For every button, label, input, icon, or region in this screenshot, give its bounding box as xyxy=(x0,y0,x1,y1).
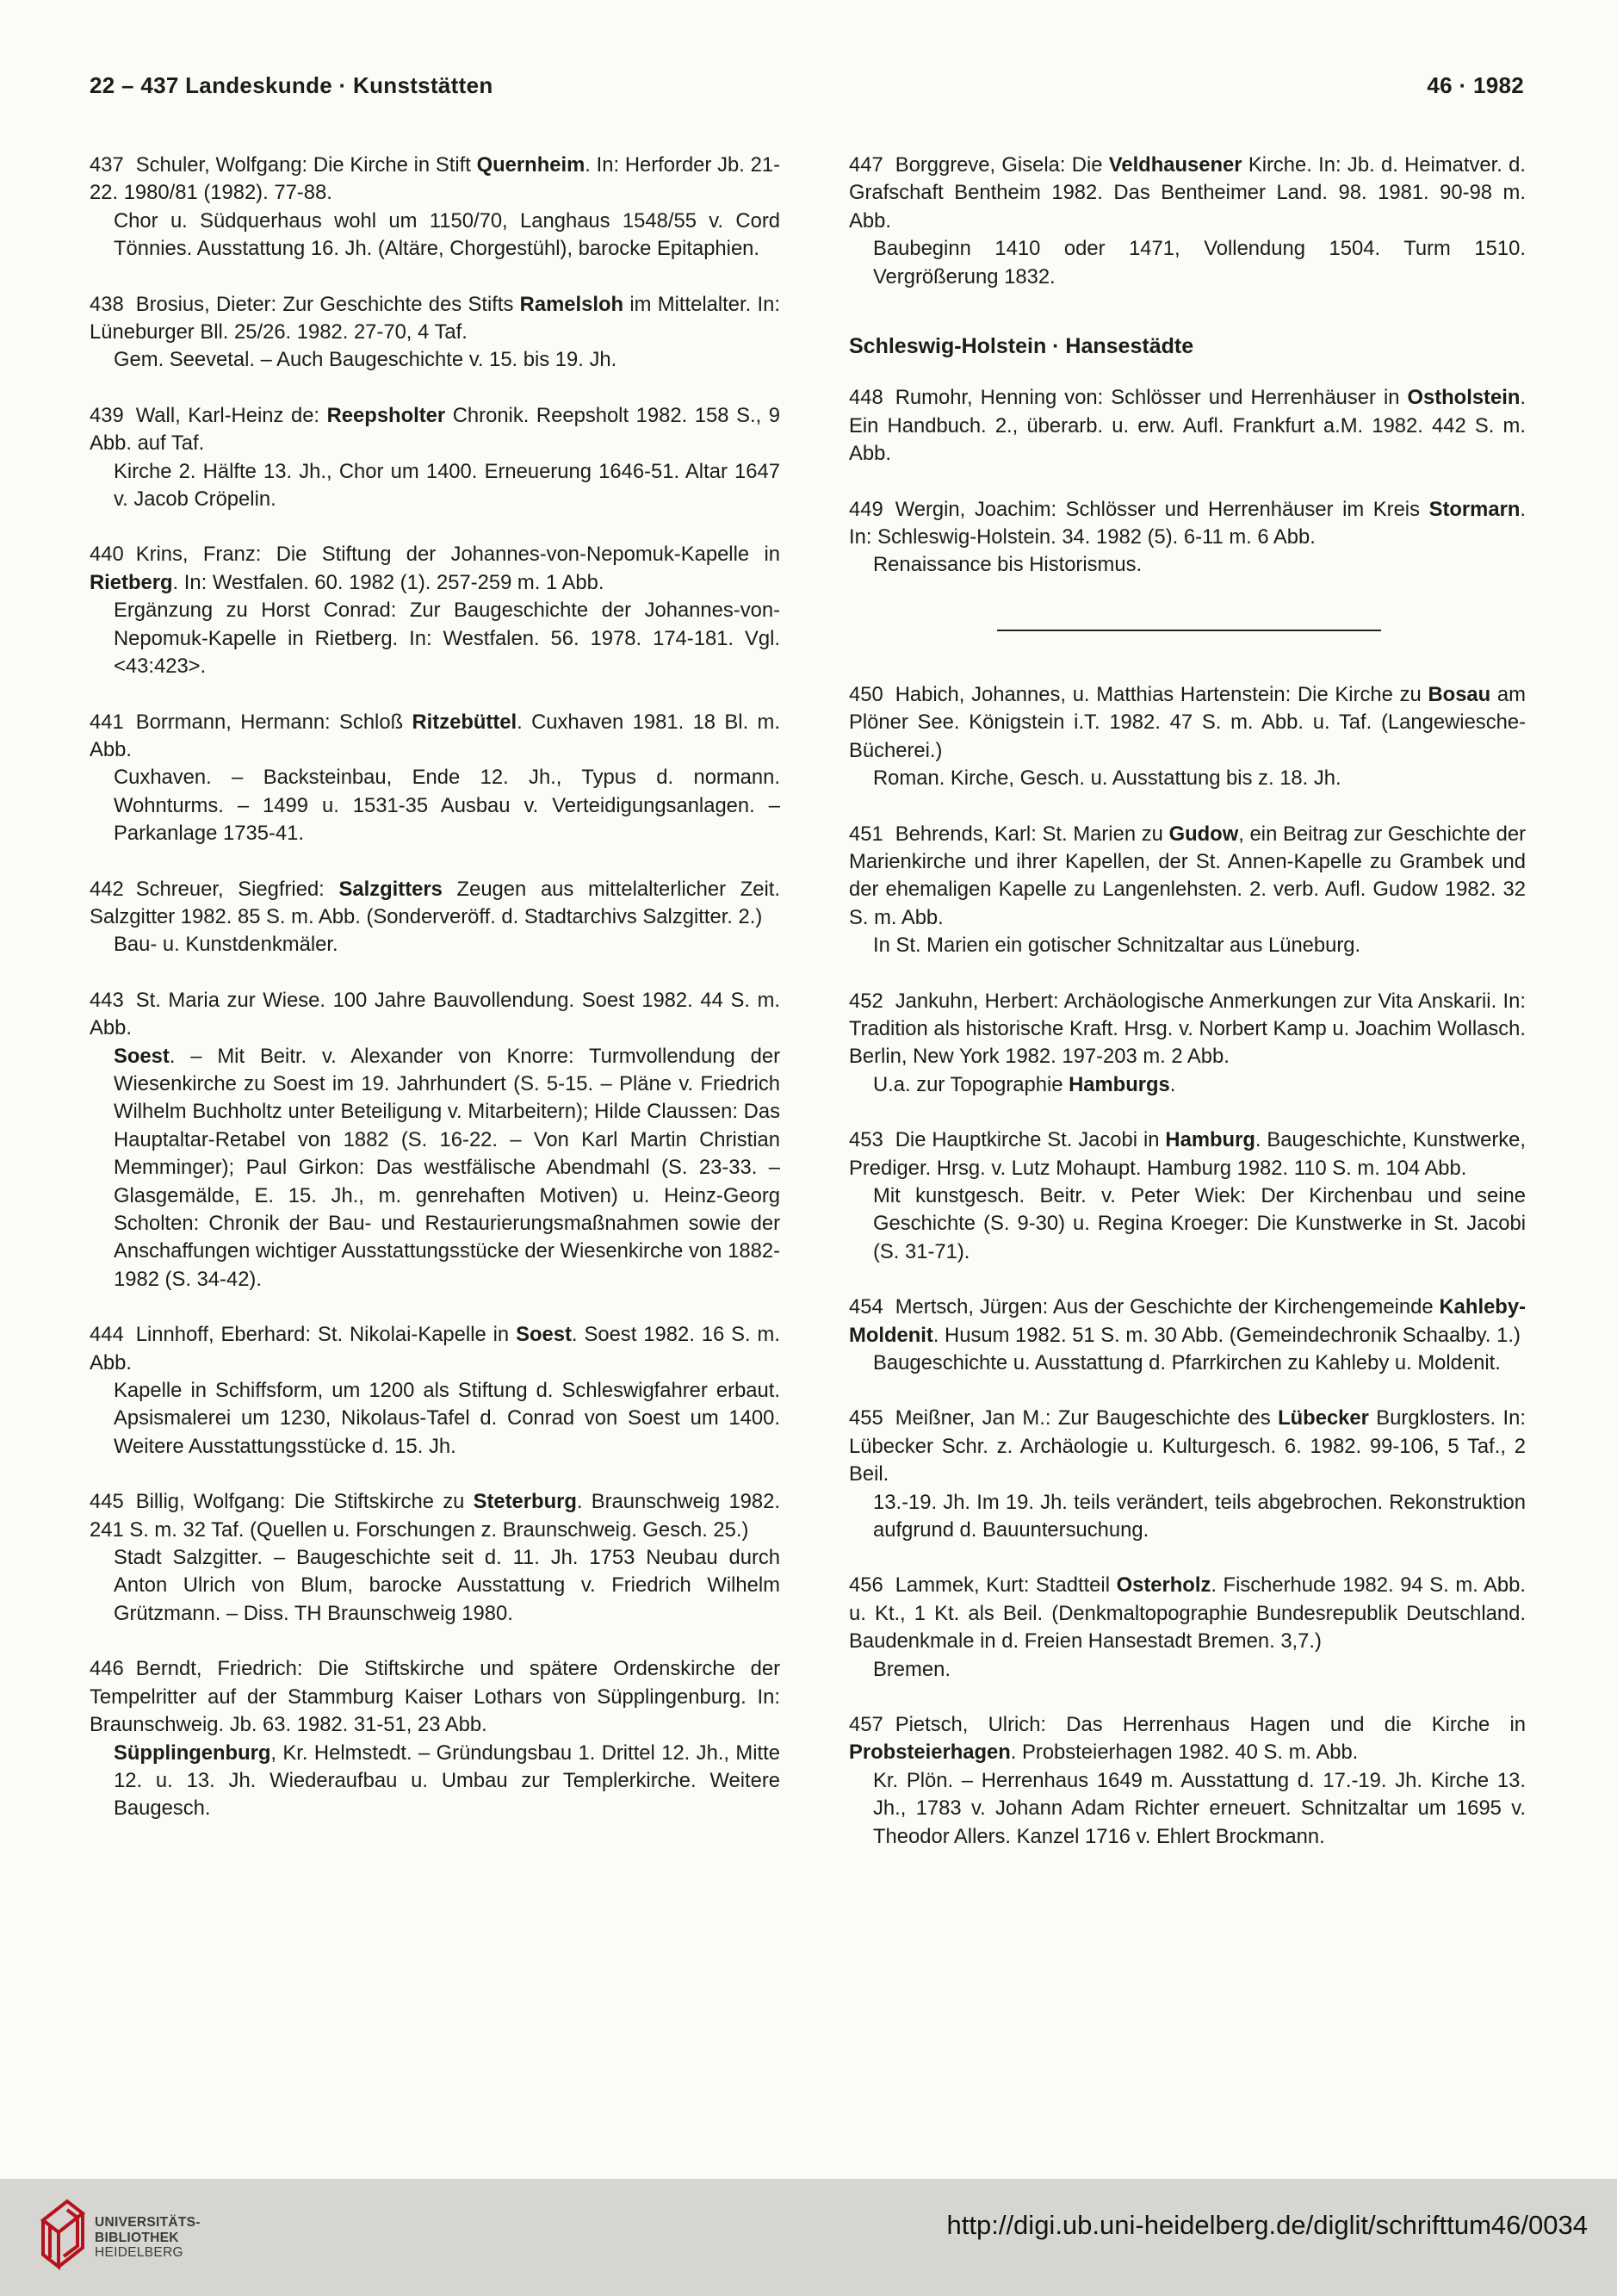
entry-number: 441 xyxy=(90,710,124,734)
citation-text-rest: Zeugen aus mittelalterlicher Zeit. Salzgitter 1982. 85 S. m. Abb. (Sonderveröff. d. Stadtarchivs Salzgitter. 2.) xyxy=(90,877,780,928)
annotation-text: . – Mit Beitr. v. Alexander von Knorre: Turmvollendung der Wiesenkirche zu Soest im 19. Jahrhundert (S. 5-15. – Pläne v. Friedrich Wilhelm Buchholtz unter Beteiligung v. Mitarbeitern); Hilde Claussen: Das Hauptaltar-Retabel von 1882 (S. 16-22. – Von Karl Martin Christian Memminger); Paul Girkon: Das westfälische Abendmahl (S. 23-33. – Glasgemälde, E. 15. Jh., m. genrehaften Motiven) u. Heinz-Georg Scholten: Chronik der Bau- und Restaurierungsmaßnahmen sowie der Anschaffungen wichtiger Ausstattungsstücke der Wiesenkirche von 1882-1982 (S. 34-42). xyxy=(114,1044,780,1291)
entry-number: 456 xyxy=(849,1573,883,1598)
citation-text: Mertsch, Jürgen: Aus der Geschichte der Kirchengemeinde xyxy=(895,1295,1440,1319)
entry-number: 447 xyxy=(849,153,883,177)
annotation-text: . xyxy=(1169,1072,1176,1096)
citation-text: Schreuer, Siegfried: xyxy=(135,877,339,901)
citation-text-rest: . Braunschweig 1982. 241 S. m. 32 Taf. (Quellen u. Forschungen z. Braunschweig. Gesch. 25.) xyxy=(90,1490,780,1542)
annotation-text: Kr. Plön. – Herrenhaus 1649 m. Ausstattung d. 17.-19. Jh. Kirche 13. Jh., 1783 v. Johann Adam Richter erneuert. Schnitzaltar um 1695 v. Theodor Allers. Kanzel 1716 v. Ehlert Brockmann. xyxy=(873,1768,1526,1848)
annotation-text: 13.-19. Jh. Im 19. Jh. teils verändert, teils abgebrochen. Rekonstruktion aufgrund d. Bauuntersuchung. xyxy=(873,1490,1526,1542)
entry-annotation xyxy=(849,1071,1526,1099)
citation-text-rest: im Mittelalter. In: Lüneburger Bll. 25/26. 1982. 27-70, 4 Taf. xyxy=(90,292,780,344)
library-logo-icon xyxy=(38,2194,88,2280)
citation-text-rest: . Husum 1982. 51 S. m. 30 Abb. (Gemeindechronik Schaalby. 1.) xyxy=(932,1323,1521,1347)
library-name: UNIVERSITÄTS- BIBLIOTHEK HEIDELBERG xyxy=(95,2215,201,2260)
entry-citation xyxy=(849,988,1526,1071)
bibliography-entry xyxy=(849,152,1526,291)
entry-annotation xyxy=(849,235,1526,291)
entry-annotation xyxy=(90,346,780,374)
citation-text: Schuler, Wolfgang: Die Kirche in Stift xyxy=(135,153,477,177)
right-column xyxy=(849,152,1526,1878)
entry-citation xyxy=(849,384,1526,468)
bibliography-entry xyxy=(849,496,1526,580)
place-keyword: Ostholstein xyxy=(1407,386,1521,410)
entry-citation xyxy=(849,1572,1526,1655)
annotation-text: Chor u. Südquerhaus wohl um 1150/70, Langhaus 1548/55 v. Cord Tönnies. Ausstattung 16. Jh. (Altäre, Chorgestühl), barocke Epitaphien. xyxy=(114,208,780,261)
entry-number: 442 xyxy=(90,877,124,901)
entry-citation xyxy=(849,681,1526,765)
annotation-text: Ergänzung zu Horst Conrad: Zur Baugeschichte der Johannes-von-Nepomuk-Kapelle in Rietberg. In: Westfalen. 56. 1978. 174-181. Vgl. <43:423>. xyxy=(114,599,780,679)
citation-text: Habich, Johannes, u. Matthias Hartenstein: Die Kirche zu xyxy=(895,682,1428,706)
place-keyword: Hamburg xyxy=(1165,1128,1255,1152)
bibliography-entry xyxy=(90,402,780,514)
bibliography-entry xyxy=(849,988,1526,1100)
entry-number: 443 xyxy=(90,988,124,1012)
entry-number: 437 xyxy=(90,153,124,177)
entry-annotation xyxy=(90,1043,780,1294)
entry-annotation xyxy=(90,1544,780,1628)
place-keyword: Bosau xyxy=(1428,682,1491,706)
entry-number: 439 xyxy=(90,403,124,427)
annotation-keyword: Hamburgs xyxy=(1069,1072,1170,1096)
entry-number: 445 xyxy=(90,1490,124,1514)
entry-annotation xyxy=(849,1656,1526,1684)
entry-annotation xyxy=(849,1350,1526,1377)
annotation-text: Mit kunstgesch. Beitr. v. Peter Wiek: Der Kirchenbau und seine Geschichte (S. 9-30) u. Regina Kroeger: Die Kunstwerke in St. Jacobi (S. 31-71). xyxy=(873,1183,1526,1263)
citation-text: Billig, Wolfgang: Die Stiftskirche zu xyxy=(135,1490,474,1514)
entry-number: 440 xyxy=(90,543,124,567)
annotation-text: Renaissance bis Historismus. xyxy=(873,553,1143,577)
citation-text: Die Hauptkirche St. Jacobi in xyxy=(895,1128,1166,1152)
citation-text: Pietsch, Ulrich: Das Herrenhaus Hagen und die Kirche in xyxy=(895,1713,1526,1737)
entry-number: 453 xyxy=(849,1128,883,1152)
bibliography-entry xyxy=(849,384,1526,468)
entry-annotation xyxy=(90,764,780,847)
annotation-lead: U.a. zur Topographie xyxy=(873,1072,1069,1096)
citation-text: Behrends, Karl: St. Marien zu xyxy=(895,822,1169,846)
bibliography-entry xyxy=(849,1572,1526,1684)
annotation-keyword: Soest xyxy=(114,1044,170,1068)
place-keyword: Ramelsloh xyxy=(519,292,624,316)
entry-annotation xyxy=(90,1740,780,1823)
bibliography-entry xyxy=(90,1655,780,1822)
citation-text: Krins, Franz: Die Stiftung der Johannes-von-Nepomuk-Kapelle in xyxy=(135,543,780,567)
bibliography-entry xyxy=(849,821,1526,960)
entry-annotation xyxy=(90,458,780,514)
entry-annotation xyxy=(90,1377,780,1461)
bibliography-entry xyxy=(849,1294,1526,1377)
place-keyword: Kahleby-Moldenit xyxy=(849,1295,1526,1347)
annotation-text: Bau- u. Kunstdenkmäler. xyxy=(114,933,338,957)
citation-text-rest: . Probsteierhagen 1982. 40 S. m. Abb. xyxy=(1010,1741,1359,1765)
citation-text: Lammek, Kurt: Stadtteil xyxy=(895,1573,1117,1598)
citation-text: Brosius, Dieter: Zur Geschichte des Stifts xyxy=(135,292,520,316)
citation-text: Borrmann, Hermann: Schloß xyxy=(135,710,412,734)
place-keyword: Quernheim xyxy=(476,153,585,177)
bibliography-entry xyxy=(90,1488,780,1628)
citation-text: Linnhoff, Eberhard: St. Nikolai-Kapelle in xyxy=(135,1323,517,1347)
entry-annotation xyxy=(849,1489,1526,1545)
bibliography-entry xyxy=(849,1405,1526,1544)
annotation-text: Baubeginn 1410 oder 1471, Vollendung 1504. Turm 1510. Vergrößerung 1832. xyxy=(873,237,1526,289)
entry-number: 449 xyxy=(849,497,883,521)
citation-text-rest: Kirche. In: Jb. d. Heimatver. d. Grafschaft Bentheim 1982. Das Bentheimer Land. 98. 1981. 90-98 m. Abb. xyxy=(849,153,1526,233)
entry-citation xyxy=(90,1488,780,1544)
bibliography-entry xyxy=(90,987,780,1294)
entry-citation xyxy=(849,1405,1526,1488)
entry-citation xyxy=(849,1126,1526,1182)
annotation-text: Kapelle in Schiffsform, um 1200 als Stiftung d. Schleswigfahrer erbaut. Apsismalerei um 1230, Nikolaus-Tafel d. Conrad von Soest um 1400. Weitere Ausstattungsstücke d. 15. Jh. xyxy=(114,1379,780,1458)
place-keyword: Probsteierhagen xyxy=(849,1741,1011,1765)
place-keyword: Salzgitters xyxy=(338,877,443,901)
bibliography-entry xyxy=(90,291,780,375)
citation-text: Meißner, Jan M.: Zur Baugeschichte des xyxy=(895,1406,1279,1430)
place-keyword: Veldhausener xyxy=(1108,153,1242,177)
entry-number: 454 xyxy=(849,1295,883,1319)
place-keyword: Steterburg xyxy=(473,1490,577,1514)
citation-text-rest: , ein Beitrag zur Geschichte der Marienkirche und ihrer Kapellen, der St. Annen-Kapelle zu Grambek und der ehemaligen Kapelle zu Langenlehsten. 2. verb. Aufl. Gudow 1982. 32 S. m. Abb. xyxy=(849,822,1526,929)
entry-citation xyxy=(849,1711,1526,1767)
bibliography-entry xyxy=(849,1711,1526,1851)
citation-text-rest: Burgklosters. In: Lübecker Schr. z. Archäologie u. Kulturgesch. 6. 1982. 99-106, 5 Taf., 2 Beil. xyxy=(849,1406,1526,1486)
annotation-text: Bremen. xyxy=(873,1657,951,1681)
section-divider xyxy=(997,630,1381,631)
bibliography-entry xyxy=(90,541,780,680)
entry-number: 457 xyxy=(849,1713,883,1737)
entry-citation xyxy=(90,402,780,458)
annotation-text: Kirche 2. Hälfte 13. Jh., Chor um 1400. Erneuerung 1646-51. Altar 1647 v. Jacob Cröpelin. xyxy=(114,459,780,512)
bibliography-entry xyxy=(90,1321,780,1461)
annotation-text: , Kr. Helmstedt. – Gründungsbau 1. Drittel 12. Jh., Mitte 12. u. 13. Jh. Wiederaufbau u. Umbau zur Templerkirche. Weitere Baugesch. xyxy=(114,1741,780,1821)
header-volume-year: 46 · 1982 xyxy=(1427,72,1524,98)
place-keyword: Rietberg xyxy=(90,570,173,594)
citation-text: St. Maria zur Wiese. 100 Jahre Bauvollendung. Soest 1982. 44 S. m. Abb. xyxy=(90,988,780,1040)
citation-text-rest: . Soest 1982. 16 S. m. Abb. xyxy=(90,1323,780,1374)
entry-citation xyxy=(90,152,780,208)
place-keyword: Gudow xyxy=(1168,822,1239,846)
header-section-title: 22 – 437 Landeskunde · Kunststätten xyxy=(90,72,493,98)
annotation-text: In St. Marien ein gotischer Schnitzaltar aus Lüneburg. xyxy=(873,934,1361,958)
place-keyword: Soest xyxy=(516,1323,572,1347)
entry-annotation xyxy=(849,551,1526,579)
entry-number: 444 xyxy=(90,1323,124,1347)
citation-text: Berndt, Friedrich: Die Stiftskirche und spätere Ordenskirche der Tempelritter auf der Stammburg Kaiser Lothars von Süpplingenburg. In: Braunschweig. Jb. 63. 1982. 31-51, 23 Abb. xyxy=(90,1657,780,1737)
place-keyword: Stormarn xyxy=(1428,497,1521,521)
entry-annotation xyxy=(849,1182,1526,1266)
entry-annotation xyxy=(90,931,780,959)
entry-citation xyxy=(90,987,780,1043)
citation-text-rest: Chronik. Reepsholt 1982. 158 S., 9 Abb. auf Taf. xyxy=(90,403,780,456)
citation-text: Borggreve, Gisela: Die xyxy=(895,153,1109,177)
bibliography-entry xyxy=(90,876,780,959)
section-heading: Schleswig-Holstein · Hansestädte xyxy=(849,334,1194,359)
footer-bar xyxy=(0,2179,1617,2296)
citation-text-rest: . Baugeschichte, Kunstwerke, Prediger. Hrsg. v. Lutz Mohaupt. Hamburg 1982. 110 S. m. 104 Abb. xyxy=(849,1128,1526,1180)
bibliography-entry xyxy=(90,152,780,264)
citation-text: Wergin, Joachim: Schlösser und Herrenhäuser im Kreis xyxy=(895,497,1429,521)
entry-citation xyxy=(90,541,780,597)
annotation-text: Roman. Kirche, Gesch. u. Ausstattung bis z. 18. Jh. xyxy=(873,766,1341,791)
entry-annotation xyxy=(849,765,1526,792)
running-header xyxy=(90,72,1524,107)
entry-citation xyxy=(90,709,780,765)
left-column xyxy=(90,152,780,1851)
citation-text-rest: . In: Herforder Jb. 21-22. 1980/81 (1982). 77-88. xyxy=(90,153,780,205)
annotation-text: Stadt Salzgitter. – Baugeschichte seit d. 11. Jh. 1753 Neubau durch Anton Ulrich von Blum, barocke Ausstattung v. Friedrich Wilhelm Grützmann. – Diss. TH Braunschweig 1980. xyxy=(114,1546,780,1625)
place-keyword: Reepsholter xyxy=(326,403,446,427)
citation-text-rest: . In: Schleswig-Holstein. 34. 1982 (5). 6-11 m. 6 Abb. xyxy=(849,497,1526,549)
citation-text-rest: . In: Westfalen. 60. 1982 (1). 257-259 m. 1 Abb. xyxy=(172,570,604,594)
citation-text: Wall, Karl-Heinz de: xyxy=(135,403,327,427)
citation-text-rest: . Fischerhude 1982. 94 S. m. Abb. u. Kt., 1 Kt. als Beil. (Denkmaltopographie Bundesrepublik Deutschland. Baudenkmale in d. Freien Hansestadt Bremen. 3,7.) xyxy=(849,1573,1527,1654)
annotation-keyword: Süpplingenburg xyxy=(114,1741,271,1765)
entry-number: 438 xyxy=(90,292,124,316)
bibliography-entry xyxy=(849,681,1526,793)
entry-annotation xyxy=(849,1767,1526,1851)
annotation-text: Gem. Seevetal. – Auch Baugeschichte v. 15. bis 19. Jh. xyxy=(114,348,617,372)
entry-citation xyxy=(849,821,1526,933)
entry-number: 448 xyxy=(849,386,883,410)
entry-citation xyxy=(90,1321,780,1377)
entry-citation xyxy=(90,291,780,347)
entry-citation xyxy=(849,496,1526,552)
entry-citation xyxy=(849,1294,1526,1350)
entry-annotation xyxy=(849,932,1526,959)
place-keyword: Osterholz xyxy=(1116,1573,1211,1598)
entry-annotation xyxy=(90,208,780,264)
bibliography-entry xyxy=(90,709,780,848)
citation-text: Jankuhn, Herbert: Archäologische Anmerkungen zur Vita Anskarii. In: Tradition als historische Kraft. Hrsg. v. Norbert Kamp u. Joachim Wollasch. Berlin, New York 1982. 197-203 m. 2 Abb. xyxy=(849,989,1526,1069)
citation-text-rest: . Ein Handbuch. 2., überarb. u. erw. Aufl. Frankfurt a.M. 1982. 442 S. m. Abb. xyxy=(849,386,1526,466)
entry-number: 450 xyxy=(849,682,883,706)
citation-text: Rumohr, Henning von: Schlösser und Herrenhäuser in xyxy=(895,386,1408,410)
entry-number: 446 xyxy=(90,1657,124,1681)
entry-number: 455 xyxy=(849,1406,883,1430)
bibliography-entry xyxy=(849,1126,1526,1266)
entry-number: 452 xyxy=(849,989,883,1013)
entry-annotation xyxy=(90,597,780,680)
citation-text-rest: am Plöner See. Königstein i.T. 1982. 47 S. m. Abb. u. Taf. (Langewiesche-Bücherei.) xyxy=(849,682,1526,762)
annotation-text: Baugeschichte u. Ausstattung d. Pfarrkirchen zu Kahleby u. Moldenit. xyxy=(873,1351,1501,1374)
citation-text-rest: . Cuxhaven 1981. 18 Bl. m. Abb. xyxy=(90,710,780,761)
entry-citation xyxy=(90,1655,780,1739)
annotation-text: Cuxhaven. – Backsteinbau, Ende 12. Jh., Typus d. normann. Wohnturms. – 1499 u. 1531-35 Ausbau v. Verteidigungsanlagen. – Parkanlage 1735-41. xyxy=(114,766,780,846)
entry-citation xyxy=(849,152,1526,235)
place-keyword: Ritzebüttel xyxy=(412,710,517,734)
source-url-link[interactable]: http://digi.ub.uni-heidelberg.de/diglit/schrifttum46/0034 xyxy=(946,2210,1588,2240)
entry-citation xyxy=(90,876,780,932)
place-keyword: Lübecker xyxy=(1278,1406,1369,1430)
entry-number: 451 xyxy=(849,822,883,846)
